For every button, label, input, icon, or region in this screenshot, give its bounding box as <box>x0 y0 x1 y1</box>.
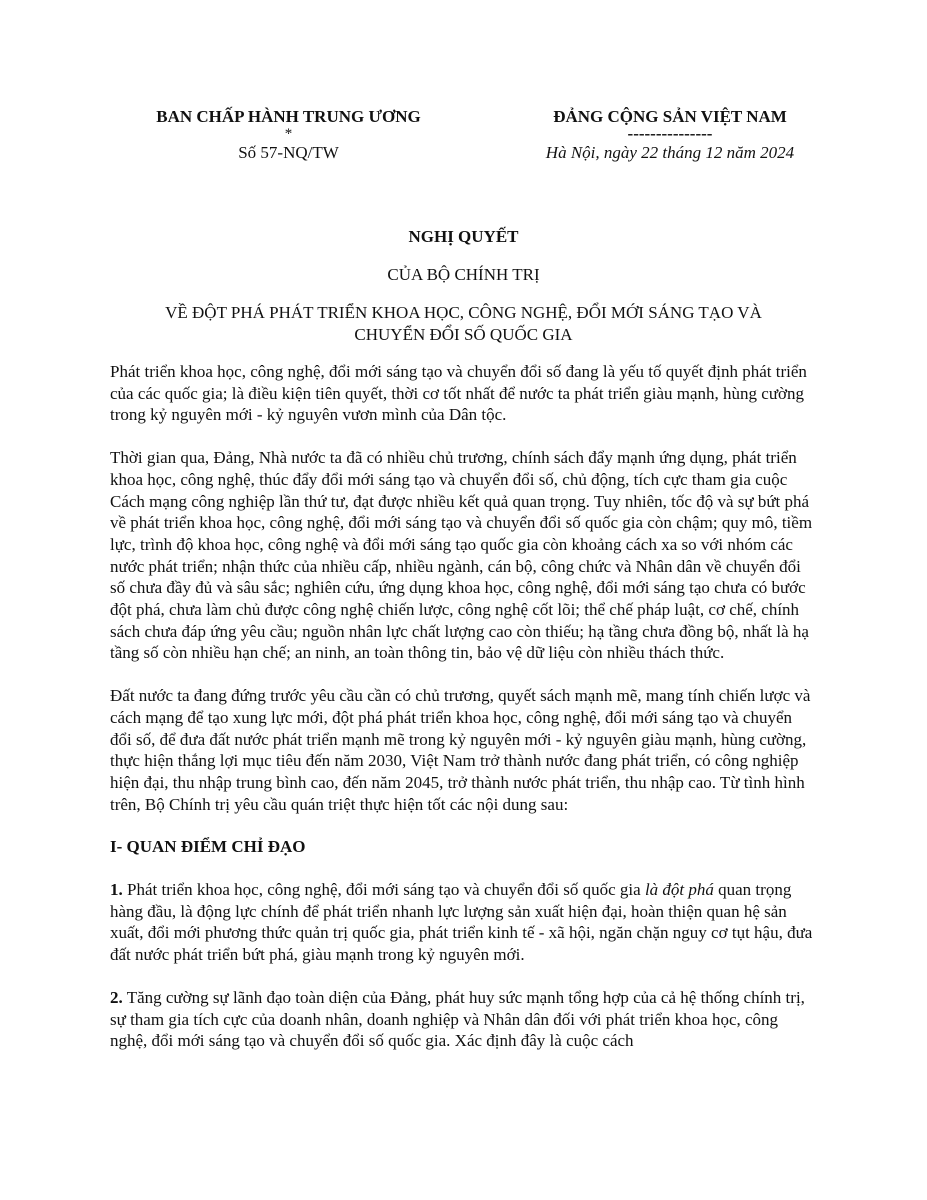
paragraph: Phát triển khoa học, công nghệ, đổi mới sáng tạo và chuyển đổi số đang là yếu tố quyết định phát triển của các quốc gia; là điều kiện tiên quyết, thời cơ tốt nhất để nước ta phát triển giàu mạnh, hùng cường trong kỷ nguyên mới - kỷ nguyên vươn mình của Dân tộc. <box>110 362 807 425</box>
title-block <box>110 226 817 346</box>
item-text: Phát triển khoa học, công nghệ, đổi mới sáng tạo và chuyển đổi số quốc gia <box>122 880 645 900</box>
issuer-mark: * <box>284 126 293 142</box>
section-heading: I- QUAN ĐIỂM CHỈ ĐẠO <box>110 837 306 857</box>
document-subtitle: CỦA BỘ CHÍNH TRỊ <box>387 265 540 284</box>
document-body <box>110 361 817 1052</box>
item-number: 2. <box>110 987 123 1007</box>
issuer-block <box>146 107 431 165</box>
paragraph: Đất nước ta đang đứng trước yêu cầu cần có chủ trương, quyết sách mạnh mẽ, mang tính chiến lược và cách mạng để tạo xung lực mới, đột phá phát triển khoa học, công nghệ, đổi mới sáng tạo và chuyển đổi số, để đưa đất nước phát triển mạnh mẽ trong kỷ nguyên mới - kỷ nguyên giàu mạnh, hùng cường, thực hiện thắng lợi mục tiêu đến năm 2030, Việt Nam trở thành nước đang phát triển, có công nghiệp hiện đại, thu nhập trung bình cao, đến năm 2045, trở thành nước phát triển, thu nhập cao. Từ tình hình trên, Bộ Chính trị yêu cầu quán triệt thực hiện tốt các nội dung sau: <box>110 686 811 814</box>
item-text: quan trọng hàng đầu, là động lực chính để phát triển nhanh lực lượng sản xuất hiện đại, hoàn thiện quan hệ sản xuất, đổi mới phương thức quản trị quốc gia, phát triển kinh tế - xã hội, ngăn chặn nguy cơ tụt hậu, đưa đất nước phát triển bứt phá, giàu mạnh trong kỷ nguyên mới. <box>110 880 813 965</box>
document-title: NGHỊ QUYẾT <box>408 227 519 246</box>
item-number: 1. <box>110 880 123 900</box>
topic-line-2: CHUYỂN ĐỔI SỐ QUỐC GIA <box>354 325 573 344</box>
numbered-item <box>110 987 817 1052</box>
numbered-item <box>110 879 817 966</box>
document-topic <box>110 302 817 346</box>
party-block <box>520 107 820 165</box>
document-number: Số 57-NQ/TW <box>238 143 339 162</box>
document-date: Hà Nội, ngày 22 tháng 12 năm 2024 <box>545 143 795 162</box>
party-name: ĐẢNG CỘNG SẢN VIỆT NAM <box>553 107 787 126</box>
topic-line-1: VỀ ĐỘT PHÁ PHÁT TRIỂN KHOA HỌC, CÔNG NGHỆ, ĐỔI MỚI SÁNG TẠO VÀ <box>165 303 762 322</box>
issuer-name: BAN CHẤP HÀNH TRUNG ƯƠNG <box>156 107 421 126</box>
document-header <box>110 107 817 177</box>
item-emphasis: là đột phá <box>644 880 714 900</box>
item-text: Tăng cường sự lãnh đạo toàn diện của Đảng, phát huy sức mạnh tổng hợp của cả hệ thống chính trị, sự tham gia tích cực của doanh nhân, doanh nghiệp và Nhân dân đối với phát triển khoa học, công nghệ, đổi mới sáng tạo và chuyển đổi số quốc gia. Xác định đây là cuộc cách <box>110 987 805 1051</box>
party-divider: --------------- <box>627 124 713 143</box>
paragraph: Thời gian qua, Đảng, Nhà nước ta đã có nhiều chủ trương, chính sách đẩy mạnh ứng dụng, phát triển khoa học, công nghệ, thúc đẩy đổi mới sáng tạo và chuyển đổi số, chủ động, tích cực tham gia cuộc Cách mạng công nghiệp lần thứ tư, đạt được nhiều kết quả quan trọng. Tuy nhiên, tốc độ và sự bứt phá về phát triển khoa học, công nghệ, đổi mới sáng tạo và chuyển đổi số quốc gia còn chậm; quy mô, tiềm lực, trình độ khoa học, công nghệ và đổi mới sáng tạo quốc gia còn khoảng cách xa so với nhóm các nước phát triển; nhận thức của nhiều cấp, nhiều ngành, cán bộ, công chức và Nhân dân về chuyển đổi số chưa đầy đủ và sâu sắc; nghiên cứu, ứng dụng khoa học, công nghệ, đổi mới sáng tạo chưa có bước đột phá, chưa làm chủ được công nghệ chiến lược, công nghệ cốt lõi; thể chế pháp luật, cơ chế, chính sách chưa đáp ứng yêu cầu; nguồn nhân lực chất lượng cao còn thiếu; hạ tầng chưa đồng bộ, nhất là hạ tầng số còn nhiều hạn chế; an ninh, an toàn thông tin, bảo vệ dữ liệu còn nhiều thách thức. <box>110 448 813 663</box>
